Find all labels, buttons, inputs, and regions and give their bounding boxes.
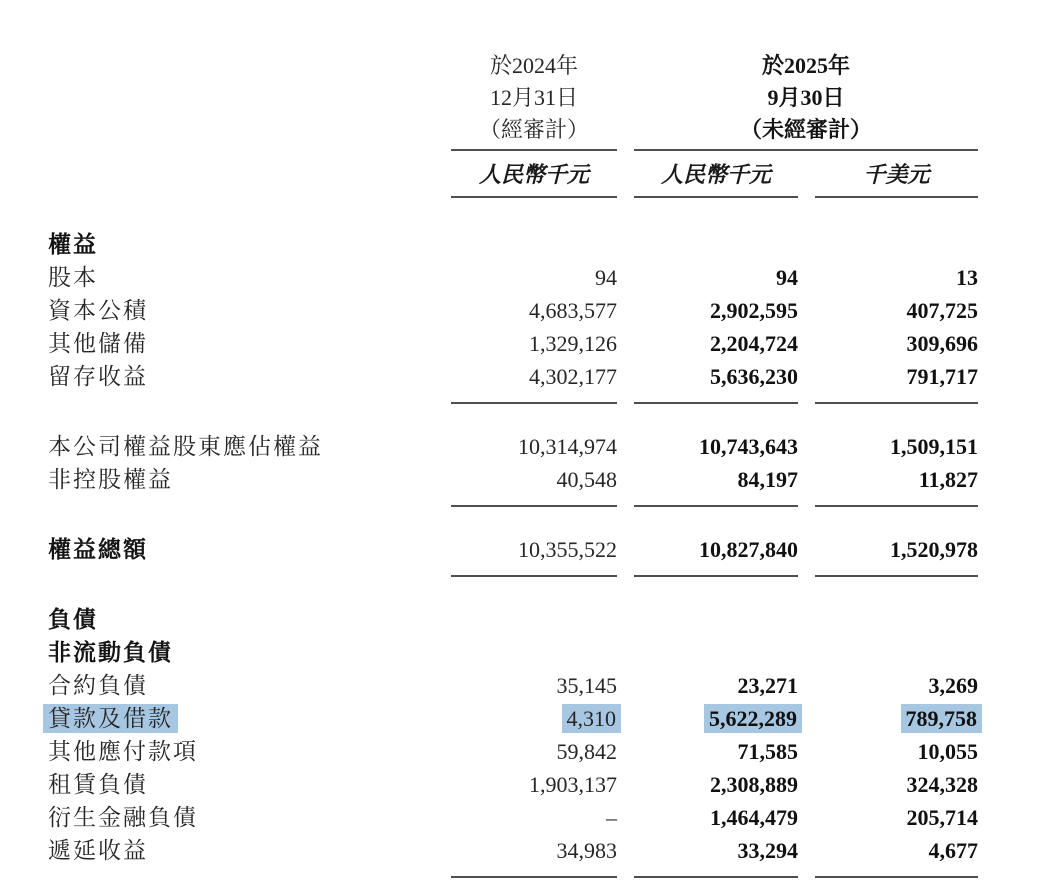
row-label: 衍生金融負債: [48, 805, 198, 830]
cell-2024: [451, 702, 617, 735]
cell-2024: –: [606, 805, 617, 830]
row-label: 非控股權益: [48, 467, 173, 492]
row-label: 合約負債: [48, 673, 148, 698]
header-2025-line1: 於2025年: [761, 53, 850, 78]
row-contract-liabilities: [48, 669, 979, 702]
cell-2025-usd: 205,714: [906, 805, 978, 830]
cell-2025-usd: 13: [956, 265, 978, 290]
non-current-liabilities-heading-row: [48, 636, 979, 669]
unit-label-rmb-2024: 人民幣千元: [451, 151, 617, 198]
row-derivative-financial-liabilities: [48, 801, 979, 834]
cell-2025-rmb: 94: [776, 265, 798, 290]
row-label: 租賃負債: [48, 772, 148, 797]
cell-2025-usd: 1,509,151: [890, 434, 978, 459]
cell-2024: 35,145: [556, 673, 617, 698]
cell-2025-rmb: 33,294: [634, 834, 798, 878]
column-header-2025: [634, 50, 978, 151]
cell-2024: 1,903,137: [529, 772, 617, 797]
row-label: 權益總額: [48, 537, 148, 562]
cell-2025-usd: 1,520,978: [815, 533, 978, 577]
cell-2025-rmb: 23,271: [737, 673, 798, 698]
cell-2024: 34,983: [451, 834, 617, 878]
cell-2025-usd: 309,696: [906, 331, 978, 356]
row-other-reserves: [48, 327, 979, 360]
liabilities-heading: 負債: [48, 607, 98, 632]
row-label: 股本: [48, 265, 98, 290]
cell-2025-rmb: 71,585: [737, 739, 798, 764]
cell-2024: 94: [595, 265, 617, 290]
row-label: 其他應付款項: [48, 739, 198, 764]
header-2024-line1: 於2024年: [489, 53, 578, 78]
cell-2025-usd: 11,827: [815, 463, 978, 507]
cell-2025-usd: 324,328: [906, 772, 978, 797]
row-label: 資本公積: [48, 298, 148, 323]
unit-spacer: [48, 151, 434, 198]
header-2024-line2: 12月31日: [489, 85, 578, 110]
row-lease-liabilities: [48, 768, 979, 801]
highlighted-label: 貸款及借款: [43, 704, 178, 733]
header-spacer: [48, 50, 434, 151]
row-label: 本公司權益股東應佔權益: [48, 434, 323, 459]
cell-2024: 40,548: [451, 463, 617, 507]
cell-2025-usd: 791,717: [815, 360, 978, 404]
cell-2025-rmb: 84,197: [634, 463, 798, 507]
equity-section-heading-row: [48, 228, 979, 261]
unit-header-row: [48, 151, 979, 198]
unit-label-rmb-2025: 人民幣千元: [634, 151, 798, 198]
cell-2025-rmb: 5,636,230: [634, 360, 798, 404]
row-total-equity: [48, 533, 979, 577]
cell-2024: 4,683,577: [529, 298, 617, 323]
cell-2025-rmb: 10,827,840: [634, 533, 798, 577]
cell-2025-rmb: 2,308,889: [710, 772, 798, 797]
cell-2025-usd: [815, 702, 978, 735]
cell-2025-usd: 3,269: [928, 673, 978, 698]
liabilities-section-heading-row: [48, 603, 979, 636]
cell-2024: 10,355,522: [451, 533, 617, 577]
cell-2025-usd: 4,677: [815, 834, 978, 878]
highlighted-value: 789,758: [901, 704, 983, 733]
cell-2025-usd: 10,055: [917, 739, 978, 764]
cell-2025-rmb: 1,464,479: [710, 805, 798, 830]
row-equity-attributable-to-shareholders: [48, 430, 979, 463]
cell-2024: 10,314,974: [518, 434, 617, 459]
row-deferred-income: [48, 834, 979, 878]
row-capital-reserve: [48, 294, 979, 327]
header-2025-line3: （未經審計）: [739, 117, 872, 142]
row-loans-and-borrowings-highlighted: [48, 702, 979, 735]
equity-heading: 權益: [48, 232, 98, 257]
row-retained-earnings: [48, 360, 979, 404]
row-other-payables: [48, 735, 979, 768]
cell-2024: 59,842: [556, 739, 617, 764]
cell-2025-usd: 407,725: [906, 298, 978, 323]
header-2025-line2: 9月30日: [767, 85, 845, 110]
cell-2025-rmb: [634, 702, 798, 735]
cell-2025-rmb: 2,204,724: [710, 331, 798, 356]
row-label: 留存收益: [48, 364, 148, 389]
unit-label-usd-2025: 千美元: [815, 151, 978, 198]
cell-2024: 4,302,177: [451, 360, 617, 404]
row-non-controlling-interests: [48, 463, 979, 507]
highlighted-value: 5,622,289: [704, 704, 802, 733]
row-label: 其他儲備: [48, 331, 148, 356]
cell-2025-rmb: 2,902,595: [710, 298, 798, 323]
non-current-liabilities-heading: 非流動負債: [48, 640, 173, 665]
row-share-capital: [48, 261, 979, 294]
header-2024-line3: （經審計）: [478, 117, 589, 142]
cell-2024: 1,329,126: [529, 331, 617, 356]
highlighted-value: 4,310: [562, 704, 622, 733]
row-label: 遞延收益: [48, 838, 148, 863]
column-header-2024: [451, 50, 617, 151]
row-label: [48, 702, 434, 735]
cell-2025-rmb: 10,743,643: [699, 434, 798, 459]
period-header-row: [48, 50, 979, 151]
